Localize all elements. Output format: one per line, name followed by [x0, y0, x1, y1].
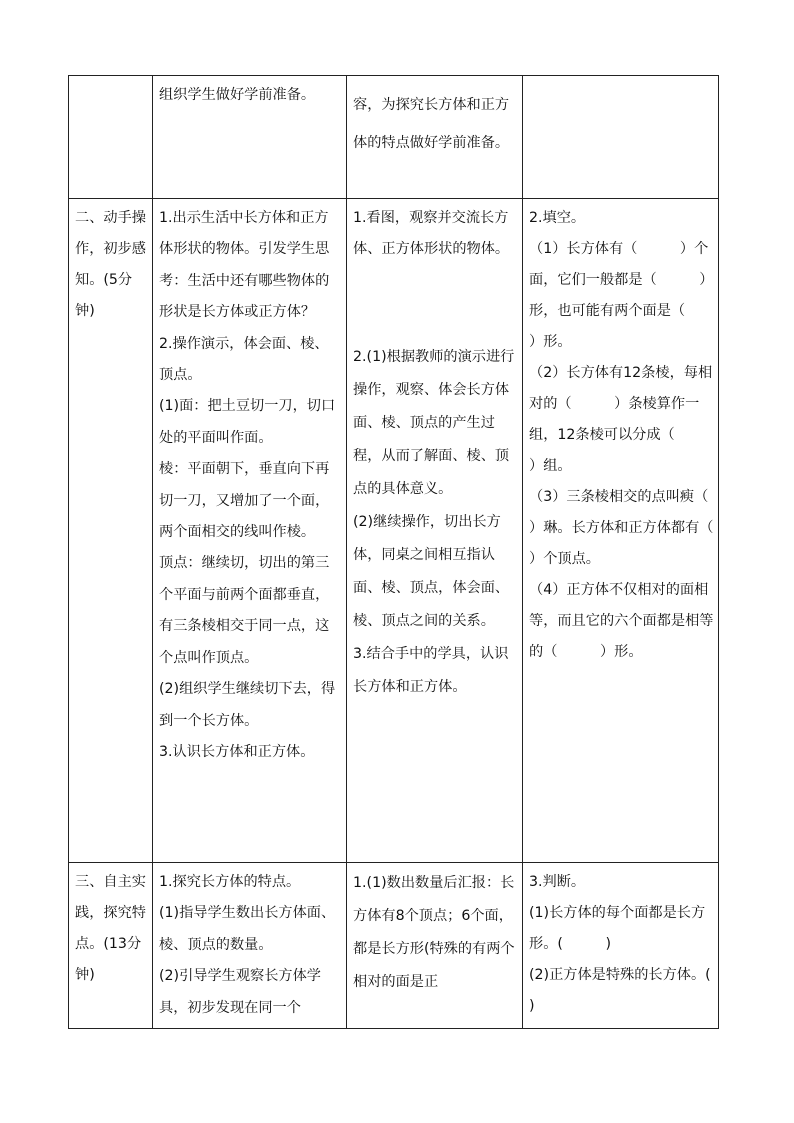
text-line: 顶点：继续切，切出的第三个平面与前两个面都垂直，有三条棱相交于同一点，这个点叫作顶点。	[159, 555, 330, 666]
text-line: （1）长方体有（ ）个面，它们一般都是（ ）形，也可能有两个面是（ ）形。	[529, 241, 728, 350]
text-line: 3.结合手中的学具，认识长方体和正方体。	[353, 646, 509, 695]
text-line: (1)面：把土豆切一刀，切口处的平面叫作面。	[159, 398, 336, 446]
lesson-plan-table	[68, 75, 757, 1029]
text-line: 2.(1)根据教师的演示进行操作，观察、体会长方体面、棱、顶点的产生过程，从而了解面、棱、顶点的具体意义。	[353, 349, 515, 497]
text-line: (1)指导学生数出长方体面、棱、顶点的数量。	[159, 905, 336, 953]
student-activity-cell	[347, 76, 523, 199]
text-line: （2）长方体有12条棱，每相对的（ ）条棱算作一组，12条棱可以分成（ ）组。	[529, 365, 718, 474]
text-line: 1.(1)数出数量后汇报：长方体有8个顶点；6个面，都是长方形(特殊的有两个相对的面是正	[353, 875, 515, 990]
text-line: 1.出示生活中长方体和正方体形状的物体。引发学生思考：生活中还有哪些物体的形状是长方体或正方体？	[159, 210, 330, 321]
text-line: 1.探究长方体的特点。	[159, 874, 301, 890]
text-line: 2.操作演示，体会面、棱、顶点。	[159, 335, 329, 384]
text-line: 1.看图，观察并交流长方体、正方体形状的物体。	[353, 210, 510, 257]
text-line: 3.认识长方体和正方体。	[159, 743, 315, 760]
text-line: (2)组织学生继续切下去，得到一个长方体。	[159, 681, 336, 729]
stage-cell	[69, 863, 153, 1029]
text-line: 3.判断。	[529, 874, 586, 890]
stage-cell	[69, 76, 153, 199]
design-cell	[523, 76, 719, 199]
design-cell	[523, 863, 754, 1029]
table-row	[69, 199, 719, 863]
table-row	[69, 863, 719, 1029]
student-activity-cell	[347, 863, 523, 1029]
stage-label: 三、自主实践，探究特点。(13分钟)	[75, 874, 146, 983]
text-line: 容，为探究长方体和正方体的特点做好学前准备。	[353, 97, 510, 151]
stage-cell	[69, 199, 153, 863]
teacher-activity-cell	[153, 863, 347, 1029]
text-line: (2)正方体是特殊的长方体。( )	[529, 967, 754, 1014]
text-line: (2)引导学生观察长方体学具，初步发现在同一个	[159, 968, 321, 1016]
text-line: （4）正方体不仅相对的面相等，而且它的六个面都是相等的（ ）形。	[529, 582, 714, 660]
stage-label: 二、动手操作，初步感知。(5分钟)	[75, 210, 146, 319]
design-cell	[523, 199, 757, 863]
text-line: (2)继续操作，切出长方体，同桌之间相互指认面、棱、顶点，体会面、棱、顶点之间的关系。	[353, 514, 510, 629]
teacher-activity-cell	[153, 76, 347, 199]
text-line: 2.填空。	[529, 210, 586, 226]
student-activity-cell	[347, 199, 523, 863]
text-line: （3）三条棱相交的点叫瘐（ ）琳。长方体和正方体都有（ ）个顶点。	[529, 489, 757, 567]
teacher-activity-cell	[153, 199, 347, 863]
text-line: 组织学生做好学前准备。	[159, 87, 316, 103]
text-line: 棱：平面朝下，垂直向下再切一刀，又增加了一个面，两个面相交的线叫作棱。	[159, 461, 330, 541]
table-row	[69, 76, 719, 199]
text-line: (1)长方体的每个面都是长方形。( )	[529, 905, 706, 952]
